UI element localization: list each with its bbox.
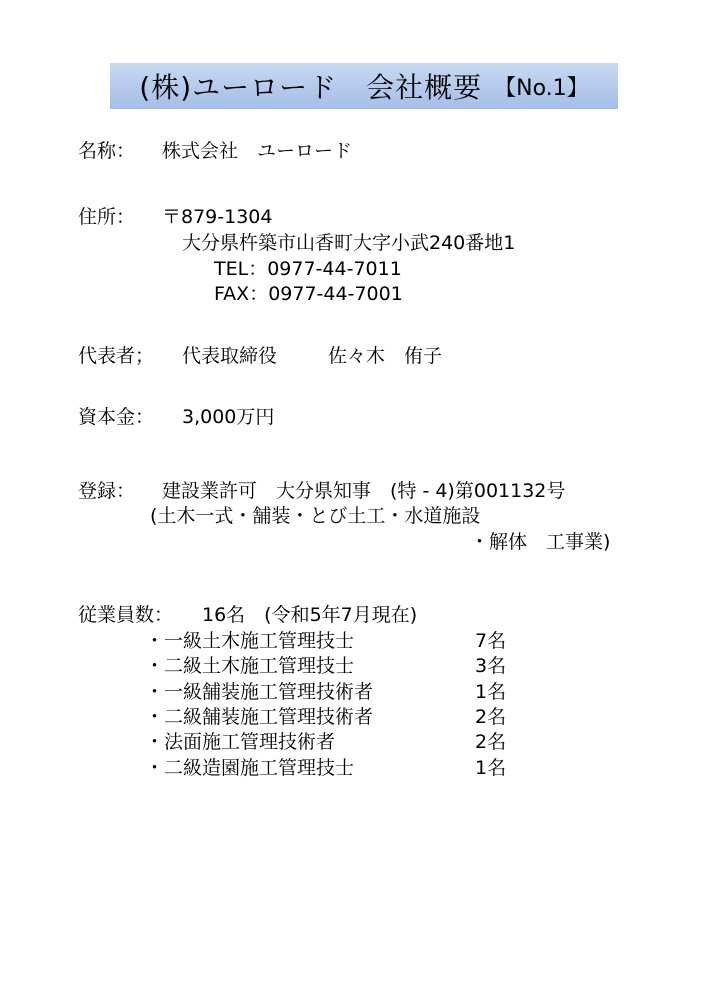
name-label: 名称： <box>78 140 136 162</box>
qualification-count: 1名 <box>475 757 507 779</box>
employees-label: 従業員数： <box>78 604 174 626</box>
qualification-name: ・二級造園施工管理技士 <box>145 757 355 779</box>
qualification-name: ・一級土木施工管理技士 <box>145 630 355 652</box>
qualification-name: ・法面施工管理技術者 <box>145 731 336 753</box>
capital-label: 資本金： <box>78 406 155 428</box>
address-line: 大分県杵築市山香町大字小武240番地1 <box>182 232 516 254</box>
qualification-count: 7名 <box>475 630 507 652</box>
page-title: (株)ユーロード 会社概要 <box>139 71 483 104</box>
name-value: 株式会社 ユーロード <box>162 140 353 162</box>
capital-value: 3,000万円 <box>182 406 275 428</box>
registration-line-2: (土木一式・舗装・とび土工・水道施設 <box>150 505 481 527</box>
representative-title: 代表取締役 <box>182 345 278 367</box>
qualification-count: 3名 <box>475 655 507 677</box>
qualification-count: 2名 <box>475 706 507 728</box>
address-label: 住所： <box>78 206 136 228</box>
title-banner <box>110 63 618 109</box>
qualification-name: ・一級舗装施工管理技術者 <box>145 681 374 703</box>
registration-line-3: ・解体 工事業) <box>470 531 611 553</box>
qualification-count: 1名 <box>475 681 507 703</box>
qualification-count: 2名 <box>475 731 507 753</box>
registration-label: 登録： <box>78 480 136 502</box>
qualification-name: ・二級土木施工管理技士 <box>145 655 355 677</box>
registration-line-1: 建設業許可 大分県知事 (特 - 4)第001132号 <box>162 480 566 502</box>
qualification-name: ・二級舗装施工管理技術者 <box>145 706 374 728</box>
postal-code: 〒879-1304 <box>162 206 273 228</box>
representative-label: 代表者； <box>78 345 155 367</box>
employees-value: 16名 (令和5年7月現在) <box>202 604 418 626</box>
representative-name: 佐々木 侑子 <box>328 345 443 367</box>
page-number: 【No.1】 <box>494 75 589 101</box>
tel-number: TEL：0977-44-7011 <box>214 258 402 280</box>
fax-number: FAX：0977-44-7001 <box>214 283 403 305</box>
